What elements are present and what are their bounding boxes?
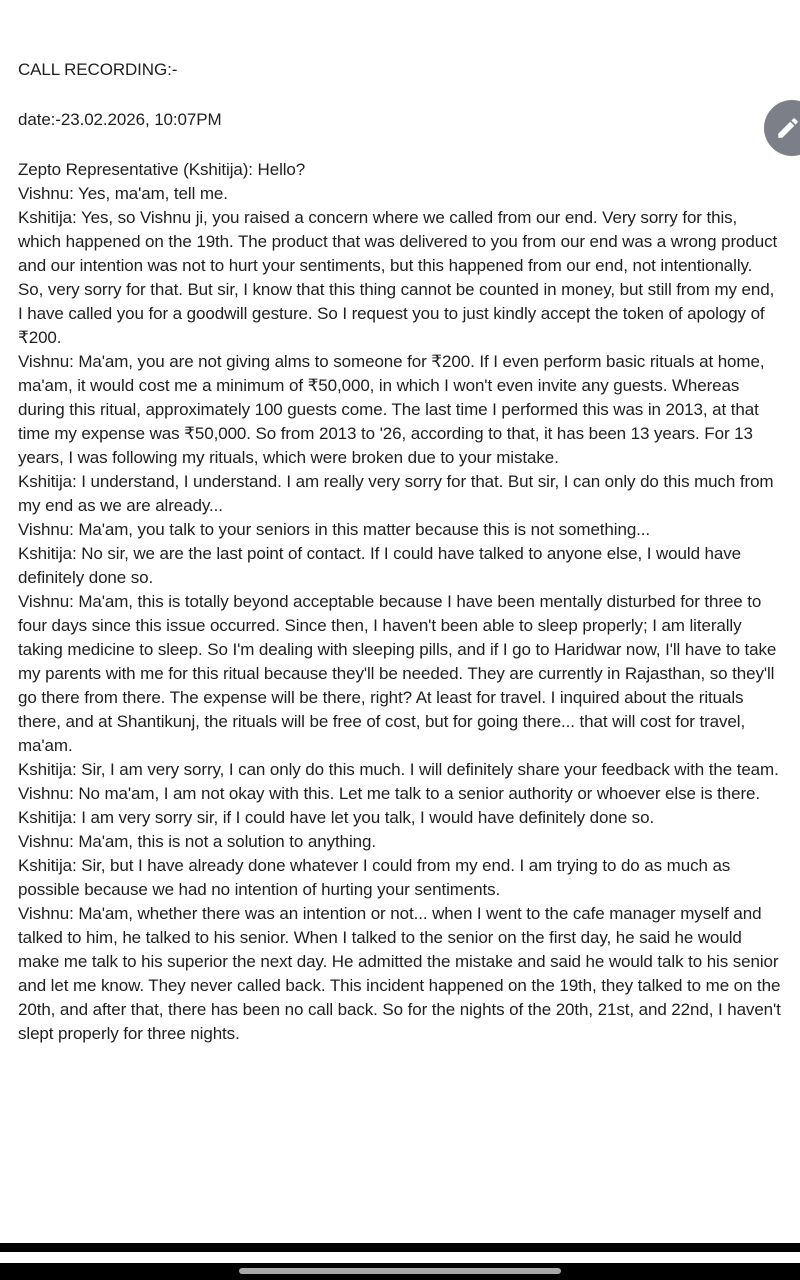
note-document xyxy=(18,58,782,1046)
transcript-turn: Kshitija: Yes, so Vishnu ji, you raised a concern where we called from our end. Very sorry for this, which happened on the 19th. The product that was delivered to you from our end was a wrong product and our intention was not to hurt your sentiments, but this happened from our end, not intentionally. So, very sorry for that. But sir, I know that this thing cannot be counted in money, but still from my end, I have called you for a goodwill gesture. So I request you to just kindly accept the token of apology of ₹200. xyxy=(18,208,778,347)
transcript-turn: Vishnu: Ma'am, this is not a solution to anything. xyxy=(18,832,376,851)
transcript-turn: Kshitija: I understand, I understand. I am really very sorry for that. But sir, I can only do this much from my end as we are already... xyxy=(18,472,774,515)
pencil-edit-icon xyxy=(783,115,800,141)
document-date: date:-23.02.2026, 10:07PM xyxy=(18,110,222,129)
transcript-turn: Kshitija: Sir, I am very sorry, I can only do this much. I will definitely share your feedback with the team. xyxy=(18,760,779,779)
transcript-turn: Vishnu: Ma'am, you are not giving alms to someone for ₹200. If I even perform basic rituals at home, ma'am, it would cost me a minimum of ₹50,000, in which I won't even invite any guests. Whereas during this ritual, approximately 100 guests come. The last time I performed this was in 2013, at that time my expense was ₹50,000. So from 2013 to '26, according to that, it has been 13 years. For 13 years, I was following my rituals, which were broken due to your mistake. xyxy=(18,352,765,467)
system-bar-divider xyxy=(0,1243,800,1252)
transcript xyxy=(18,158,782,1046)
transcript-turn: Vishnu: Ma'am, you talk to your seniors in this matter because this is not something... xyxy=(18,520,651,539)
transcript-turn: Kshitija: Sir, but I have already done whatever I could from my end. I am trying to do as much as possible because we had no intention of hurting your sentiments. xyxy=(18,856,731,899)
document-title: CALL RECORDING:- xyxy=(18,60,178,79)
transcript-turn: Vishnu: No ma'am, I am not okay with this. Let me talk to a senior authority or whoever else is there. xyxy=(18,784,761,803)
transcript-turn: Vishnu: Ma'am, whether there was an intention or not... when I went to the cafe manager myself and talked to him, he talked to his senior. When I talked to the senior on the first day, he said he would make me talk to his superior the next day. He admitted the mistake and said he would talk to his senior and let me know. They never called back. This incident happened on the 19th, they talked to me on the 20th, and after that, there has been no call back. So for the nights of the 20th, 21st, and 22nd, I haven't slept properly for three nights. xyxy=(18,904,781,1043)
transcript-turn: Kshitija: I am very sorry sir, if I could have let you talk, I would have definitely done so. xyxy=(18,808,655,827)
transcript-turn: Kshitija: No sir, we are the last point of contact. If I could have talked to anyone else, I would have definitely done so. xyxy=(18,544,742,587)
transcript-turn: Vishnu: Ma'am, this is totally beyond acceptable because I have been mentally disturbed for three to four days since this issue occurred. Since then, I haven't been able to sleep properly; I am literally taking medicine to sleep. So I'm dealing with sleeping pills, and if I go to Haridwar now, I'll have to take my parents with me for this ritual because they'll be needed. They are currently in Rajasthan, so they'll go there from there. The expense will be there, right? At least for travel. I inquired about the rituals there, and at Shantikunj, the rituals will be free of cost, but for going there... that will cost for travel, ma'am. xyxy=(18,592,777,755)
transcript-turn: Vishnu: Yes, ma'am, tell me. xyxy=(18,184,228,203)
transcript-turn: Zepto Representative (Kshitija): Hello? xyxy=(18,160,306,179)
home-indicator-handle[interactable] xyxy=(239,1268,561,1274)
